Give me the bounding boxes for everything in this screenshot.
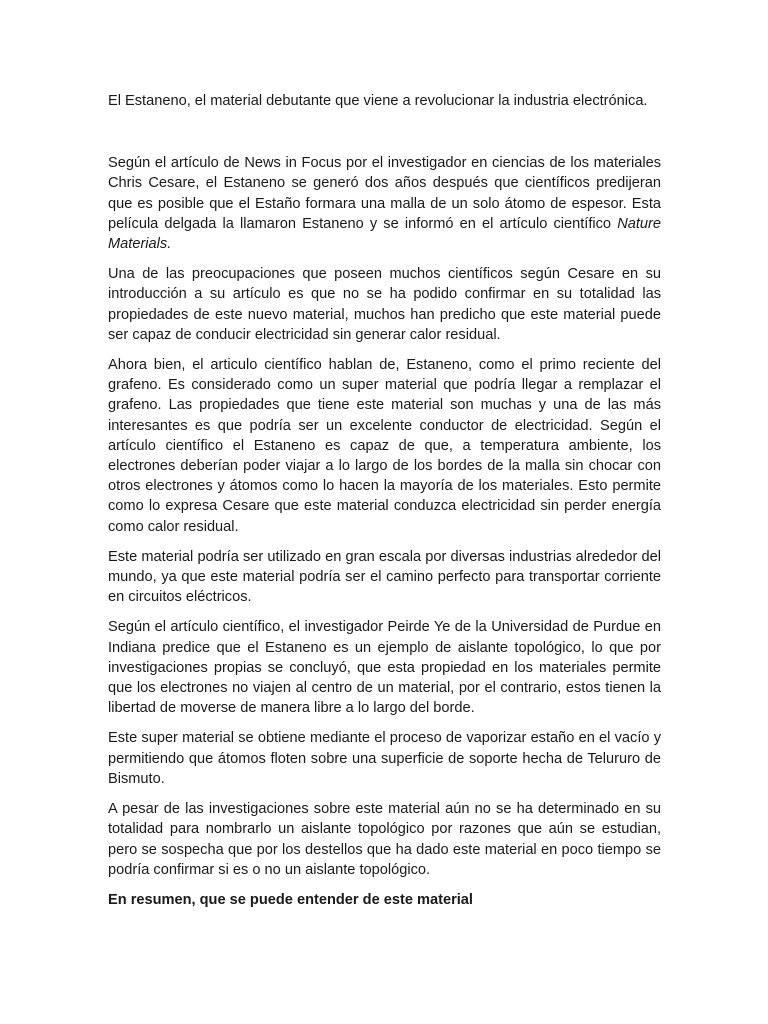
- journal-name: Nature Materials.: [108, 215, 661, 253]
- document-title: El Estaneno, el material debutante que viene a revolucionar la industria electrónica.: [108, 93, 648, 109]
- closing-heading: En resumen, que se puede entender de este material: [108, 891, 473, 908]
- document-page: [108, 91, 661, 920]
- paragraph-4: Este material podría ser utilizado en gran escala por diversas industrias alrededor del mundo, ya que este material podría ser el camino perfecto para transportar corriente en circuitos eléctricos.: [108, 548, 661, 606]
- paragraph-1: [108, 153, 661, 254]
- paragraph-6: Este super material se obtiene mediante el proceso de vaporizar estaño en el vacío y permitiendo que átomos floten sobre una superficie de soporte hecha de Telururo de Bismuto.: [108, 730, 661, 787]
- paragraph-1-text: Según el artículo de News in Focus por el investigador en ciencias de los materiales Chris Cesare, el Estaneno se generó dos años después que científicos predijeran que es posible que el Estaño formara una malla de un solo átomo de espesor. Esta película delgada la llamaron Estaneno y se informó en el artículo científico: [108, 155, 661, 232]
- paragraph-5: Según el artículo científico, el investigador Peirde Ye de la Universidad de Purdue en Indiana predice que el Estaneno es un ejemplo de aislante topológico, lo que por investigaciones propias se concluyó, que esta propiedad en los materiales permite que los electrones no viajen al centro de un material, por el contrario, estos tienen la libertad de moverse de manera libre a lo largo del borde.: [108, 619, 661, 717]
- paragraph-3: Ahora bien, el articulo científico hablan de, Estaneno, como el primo reciente del grafeno. Es considerado como un super material que podría llegar a remplazar el grafeno. Las propiedades que tiene este material son muchas y una de las más interesantes es que podría ser un excelente conductor de electricidad. Según el artículo científico el Estaneno es capaz de que, a temperatura ambiente, los electrones deberían poder viajar a lo largo de los bordes de la malla sin chocar con otros electrones y átomos como lo hacen la mayoría de los materiales. Esto permite como lo expresa Cesare que este material conduzca electricidad sin perder energía como calor residual.: [108, 357, 661, 535]
- paragraph-2: Una de las preocupaciones que poseen muchos científicos según Cesare en su introducción a su artículo es que no se ha podido confirmar en su totalidad las propiedades de este nuevo material, muchos han predicho que este material puede ser capaz de conducir electricidad sin generar calor residual.: [108, 266, 661, 343]
- paragraph-7: A pesar de las investigaciones sobre este material aún no se ha determinado en su totalidad para nombrarlo un aislante topológico por razones que aún se estudian, pero se sospecha que por los destellos que ha dado este material en poco tiempo se podría confirmar si es o no un aislante topológico.: [108, 801, 661, 878]
